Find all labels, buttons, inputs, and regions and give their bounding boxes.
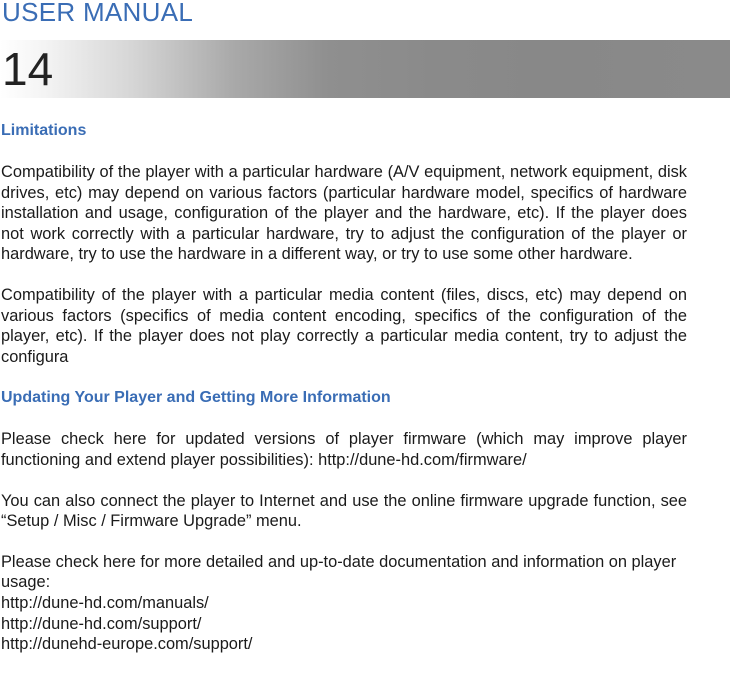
- section-heading-limitations: Limitations: [1, 122, 87, 139]
- link-support[interactable]: http://dune-hd.com/support/: [1, 614, 202, 633]
- paragraph-firmware-updates: Please check here for updated versions of player firmware (which may improve player functioning and extend player possibilities): http://dune-hd.com/firmware/: [1, 430, 687, 469]
- paragraph-online-upgrade: You can also connect the player to Internet and use the online firmware upgrade function, see “Setup / Misc / Firmware Upgrade” menu.: [1, 491, 687, 531]
- section-heading-updating: Updating Your Player and Getting More Information: [1, 389, 391, 407]
- link-europe-support[interactable]: http://dunehd-europe.com/support/: [1, 635, 253, 654]
- page-number-band: [0, 40, 730, 98]
- page-number: 14: [2, 43, 54, 95]
- documentation-intro: Please check here for more detailed and up-to-date documentation and information on player usage:: [1, 552, 677, 592]
- paragraph-hardware-compatibility: Compatibility of the player with a particular hardware (A/V equipment, network equipment, disk drives, etc) may depend on various factors (particular hardware model, specifics of hardware installation and usage, configuration of the player and the hardware, etc). If the player does not work correctly with a particular hardware, try to adjust the configuration of the player or hardware, try to use the hardware in a different way, or try to use some other hardware.: [1, 163, 687, 264]
- documentation-block: [1, 552, 687, 655]
- paragraph-media-compatibility: Compatibility of the player with a particular media content (files, discs, etc) may depend on various factors (specifics of media content encoding, specifics of the configuration of the player, etc). If the player does not play correctly a particular media content, try to adjust the configura: [1, 285, 687, 366]
- document-body: [1, 120, 687, 655]
- link-manuals[interactable]: http://dune-hd.com/manuals/: [1, 593, 209, 612]
- manual-title: USER MANUAL: [2, 0, 194, 27]
